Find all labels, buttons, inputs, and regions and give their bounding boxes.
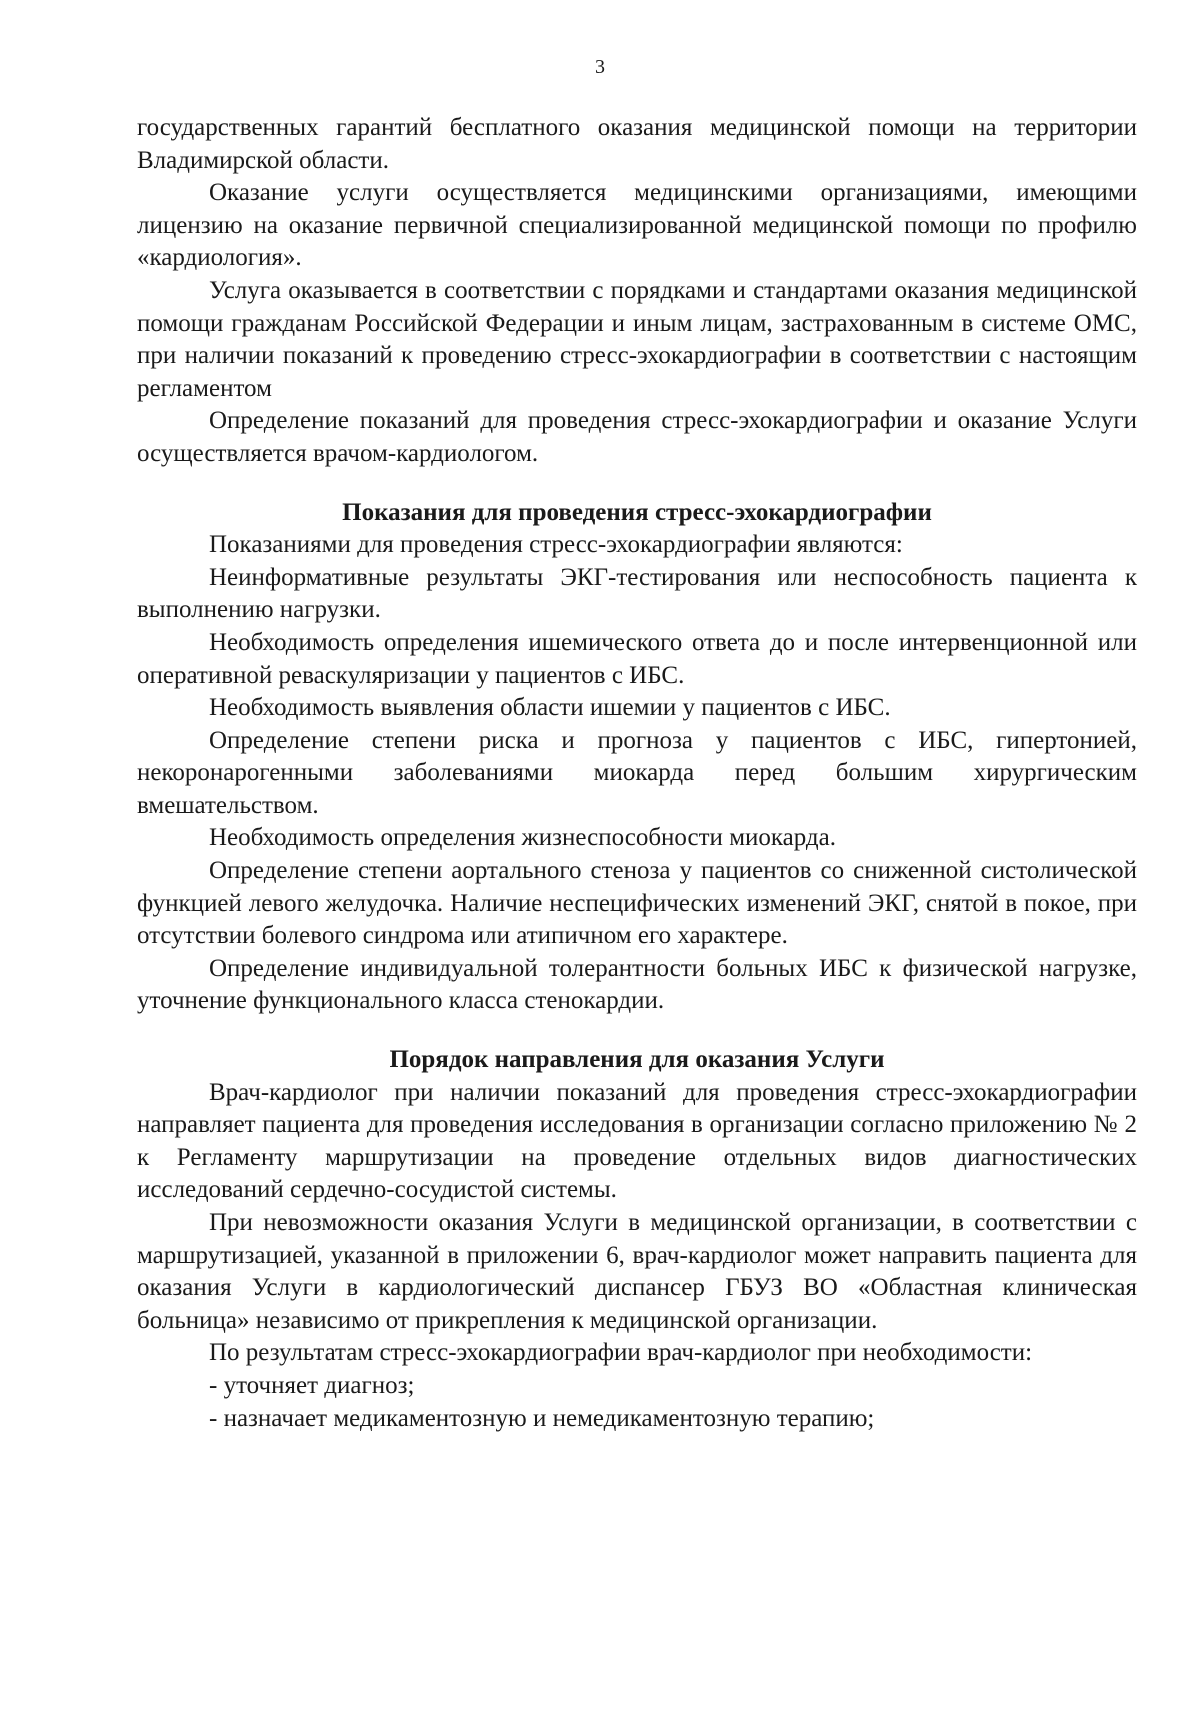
section-heading-referral: Порядок направления для оказания Услуги: [389, 1046, 885, 1074]
section-heading-indications: Показания для проведения стресс-эхокардиографии: [342, 498, 932, 526]
indications-paragraph-4: Необходимость выявления области ишемии у пациентов с ИБС.: [209, 694, 891, 722]
intro-paragraph-4: Определение показаний для проведения стресс-эхокардиографии и оказание Услуги осуществляется врачом-кардиологом.: [137, 407, 1137, 467]
indications-paragraph-5: Определение степени риска и прогноза у пациентов с ИБС, гипертонией, некоронарогенными заболеваниями миокарда перед большим хирургическим вмешательством.: [137, 726, 1137, 819]
indications-paragraph-3: Необходимость определения ишемического ответа до и после интервенционной или оперативной реваскуляризации у пациентов с ИБС.: [137, 628, 1137, 689]
intro-paragraph-2: Оказание услуги осуществляется медицинскими организациями, имеющими лицензию на оказание первичной специализированной медицинской помощи по профилю «кардиология».: [137, 179, 1137, 272]
referral-paragraph-1: Врач-кардиолог при наличии показаний для проведения стресс-эхокардиографии направляет пациента для проведения исследования в организации согласно приложению № 2 к Регламенту маршрутизации на проведение отдельных видов диагностических исследований сердечно-сосудистой системы.: [137, 1078, 1137, 1204]
intro-paragraph-1: государственных гарантий бесплатного оказания медицинской помощи на территории Владимирской области.: [137, 114, 1137, 174]
list-item-diagnosis: - уточняет диагноз;: [209, 1371, 415, 1399]
page-number: 3: [595, 56, 605, 78]
indications-paragraph-7: Определение степени аортального стеноза у пациентов со сниженной систолической функцией левого желудочка. Наличие неспецифических изменений ЭКГ, снятой в покое, при отсутствии болевого синдрома или атипичном его характере.: [137, 857, 1137, 950]
indications-paragraph-2: Неинформативные результаты ЭКГ-тестирования или неспособность пациента к выполнению нагрузки.: [137, 563, 1137, 624]
intro-paragraph-3: Услуга оказывается в соответствии с порядками и стандартами оказания медицинской помощи гражданам Российской Федерации и иным лицам, застрахованным в системе ОМС, при наличии показаний к проведению стресс-эхокардиографии в соответствии с настоящим регламентом: [137, 276, 1137, 402]
indications-paragraph-8: Определение индивидуальной толерантности больных ИБС к физической нагрузке, уточнение функционального класса стенокардии.: [137, 954, 1137, 1015]
referral-paragraph-3: По результатам стресс-эхокардиографии врач-кардиолог при необходимости:: [209, 1339, 1033, 1367]
indications-paragraph-6: Необходимость определения жизнеспособности миокарда.: [209, 824, 836, 852]
indications-paragraph-1: Показаниями для проведения стресс-эхокардиографии являются:: [209, 531, 903, 559]
referral-paragraph-2: При невозможности оказания Услуги в медицинской организации, в соответствии с маршрутизацией, указанной в приложении 6, врач-кардиолог может направить пациента для оказания Услуги в кардиологический диспансер ГБУЗ ВО «Областная клиническая больница» независимо от прикрепления к медицинской организации.: [137, 1209, 1137, 1334]
document-body: [137, 112, 1137, 1435]
list-item-therapy: - назначает медикаментозную и немедикаментозную терапию;: [209, 1404, 875, 1432]
